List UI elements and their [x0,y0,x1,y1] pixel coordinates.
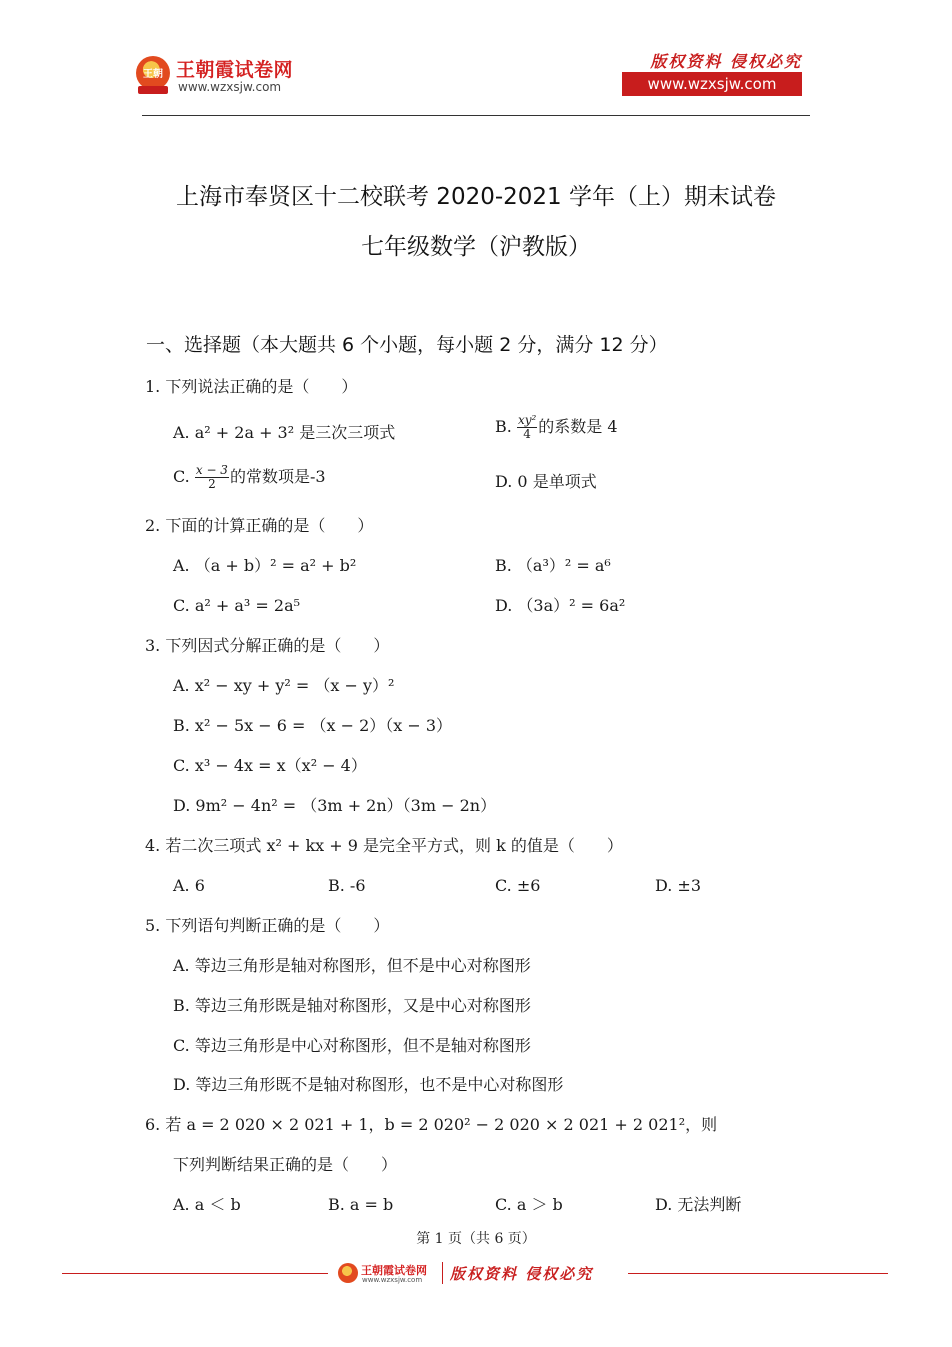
q5-stem: 5. 下列语句判断正确的是（ ） [145,916,390,935]
q6-stem-line2: 下列判断结果正确的是（ ） [173,1155,398,1174]
q6-option-a: A. a ＜ b [173,1195,241,1214]
q2-stem: 2. 下面的计算正确的是（ ） [145,516,374,535]
fraction-denominator: 4 [523,427,531,441]
q5-option-a: A. 等边三角形是轴对称图形，但不是中心对称图形 [173,956,531,975]
q4-option-a: A. 6 [173,876,205,895]
website-url-banner: www.wzxsjw.com [622,72,802,96]
q1-option-b-fraction [517,414,537,441]
section-heading-choice: 一、选择题（本大题共 6 个小题，每小题 2 分，满分 12 分） [146,334,668,356]
q4-option-b: B. -6 [328,876,366,895]
brand-name: 王朝霞试卷网 [176,59,294,81]
q1-option-c-label: C. [173,467,190,486]
header-divider [142,115,810,116]
q4-stem: 4. 若二次三项式 x² + kx + 9 是完全平方式，则 k 的值是（ ） [145,836,623,855]
q5-option-b: B. 等边三角形既是轴对称图形，又是中心对称图形 [173,996,531,1015]
brand-url: www.wzxsjw.com [178,80,282,94]
q4-option-d: D. ±3 [655,876,702,895]
fraction-numerator: x − 3 [195,463,228,477]
q1-option-c-text: 的常数项是-3 [229,467,326,486]
q2-option-a: A. （a + b）² = a² + b² [173,556,357,575]
q4-option-c: C. ±6 [495,876,541,895]
fraction-denominator: 2 [208,477,216,491]
fraction-numerator: xy² [517,413,537,427]
footer-brand-url: www.wzxsjw.com [362,1276,423,1284]
exam-subtitle: 七年级数学（沪教版） [361,234,591,260]
q5-option-c: C. 等边三角形是中心对称图形，但不是轴对称图形 [173,1036,531,1055]
q6-option-c: C. a ＞ b [495,1195,563,1214]
q6-option-d: D. 无法判断 [655,1195,742,1214]
q1-option-c-fraction [195,464,229,491]
footer-logo-icon [338,1263,358,1283]
q6-option-b: B. a = b [328,1195,394,1214]
logo-emblem-text: 王朝 [143,69,163,80]
q1-option-a: A. a² + 2a + 3² 是三次三项式 [173,423,396,442]
q3-option-b: B. x² − 5x − 6 = （x − 2）（x − 3） [173,716,453,735]
q1-option-b [495,414,618,441]
footer-rule-right [628,1273,888,1274]
logo-emblem-icon [136,56,170,90]
q6-stem-line1: 6. 若 a = 2 020 × 2 021 + 1，b = 2 020² − 2 020 × 2 021 + 2 021²，则 [145,1115,718,1134]
q1-option-b-text: 的系数是 4 [538,417,618,436]
logo-ribbon-icon [138,86,168,94]
page-number: 第 1 页（共 6 页） [416,1231,536,1247]
q3-stem: 3. 下列因式分解正确的是（ ） [145,636,390,655]
q3-option-c: C. x³ − 4x = x（x² − 4） [173,756,367,775]
q1-option-b-label: B. [495,417,512,436]
q3-option-d: D. 9m² − 4n² = （3m + 2n）（3m − 2n） [173,796,497,815]
q2-option-d: D. （3a）² = 6a² [495,596,626,615]
q1-option-c [173,464,326,491]
q5-option-d: D. 等边三角形既不是轴对称图形，也不是中心对称图形 [173,1075,564,1094]
footer-copyright-notice: 版权资料 侵权必究 [450,1265,594,1283]
footer-brand-name: 王朝霞试卷网 [361,1264,427,1277]
q3-option-a: A. x² − xy + y² = （x − y）² [173,676,395,695]
copyright-notice: 版权资料 侵权必究 [650,52,802,71]
q1-option-d: D. 0 是单项式 [495,472,597,491]
footer-separator [442,1262,443,1284]
q2-option-b: B. （a³）² = a⁶ [495,556,611,575]
exam-title: 上海市奉贤区十二校联考 2020-2021 学年（上）期末试卷 [176,184,776,210]
q2-option-c: C. a² + a³ = 2a⁵ [173,596,301,615]
footer-rule-left [62,1273,328,1274]
q1-stem: 1. 下列说法正确的是（ ） [145,377,358,396]
